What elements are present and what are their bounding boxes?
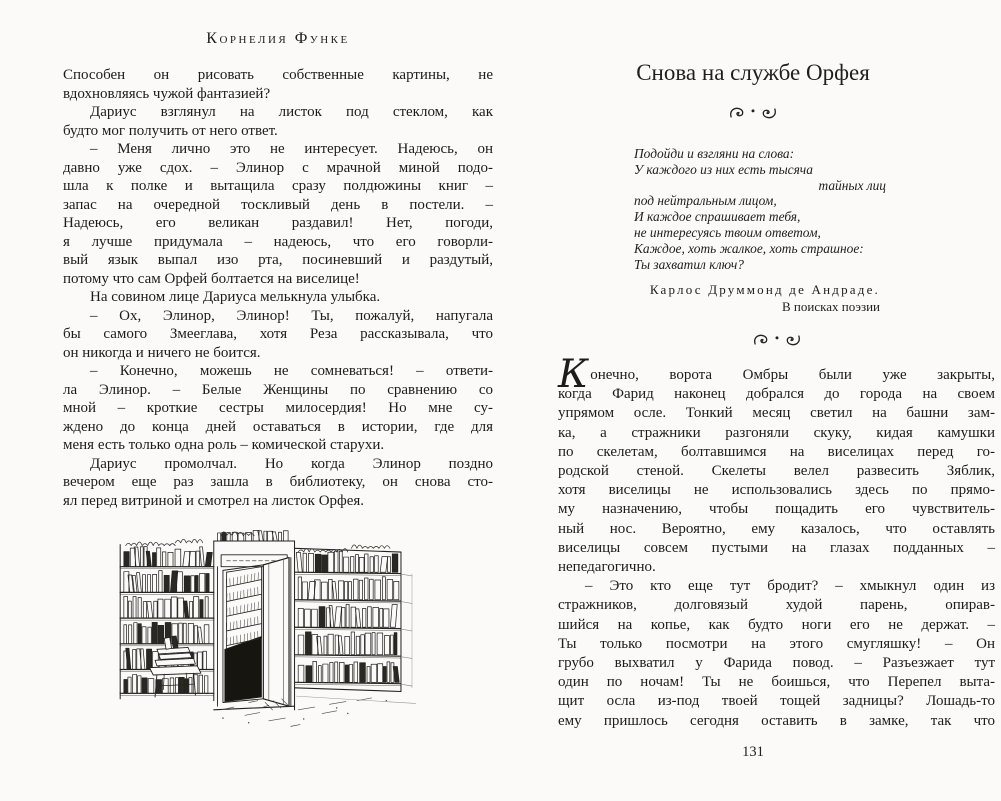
text-line: бы самого Змееглава, хотя Реза рассказывала, что <box>63 326 493 342</box>
page-left-body <box>63 66 493 510</box>
epigraph-attribution <box>558 282 880 315</box>
swirl-flourish-icon <box>752 332 802 348</box>
epigraph-line: И каждое спрашивает тебя, <box>634 209 801 225</box>
text-line: Ты только посмотри на этого смугляшку! – Он <box>558 635 995 652</box>
text-line: – Конечно, можешь не сомневаться! – ответи- <box>90 363 493 379</box>
text-line: ка, а стражники разгоняли скуку, кидая камушки <box>558 424 995 441</box>
text-line: стражников, долговязый худой парень, опирав- <box>558 597 995 614</box>
chapter-title: Снова на службе Орфея <box>636 60 870 85</box>
epigraph <box>634 146 886 272</box>
text-line: один по ночам! Ты не боишься, что Перепел выта- <box>558 674 995 691</box>
text-line: вдохновляясь чужой фантазией? <box>63 85 271 102</box>
text-line: ему пришлось сегодня оставить в замке, так что <box>558 712 995 729</box>
text-line: виселицы совсем пустыми на глазах подданных – <box>558 539 995 556</box>
text-line: по скелетам, болтавшимся на виселицах перед го- <box>558 443 995 460</box>
epigraph-line: под нейтральным лицом, <box>634 193 777 209</box>
text-line: – Это кто еще тут бродит? – хмыкнул один из <box>585 578 995 595</box>
text-line: вечером еще раз зашла в библиотеку, он снова сто- <box>63 474 493 490</box>
page-number: 131 <box>742 744 764 760</box>
library-illustration-svg <box>111 530 423 736</box>
text-line: когда Фарид наконец добрался до города на своем <box>558 386 995 403</box>
text-line: Дариус промолчал. Но когда Элинор поздно <box>90 455 493 472</box>
text-line: будто мог получить от него ответ. <box>63 122 278 139</box>
text-line: шийся на копье, как будто ноги его не держат. – <box>558 616 995 633</box>
text-line: я лучше придумала – надеюсь, что его говорли- <box>63 233 493 250</box>
text-line: ла Элинор. – Белые Женщины по сравнению со <box>63 381 493 398</box>
epigraph-line: тайных лиц <box>818 177 886 193</box>
epigraph-line: Подойди и взгляни на слова: <box>634 146 795 161</box>
text-line: он никогда и ничего не боится. <box>63 344 261 361</box>
page-left <box>63 30 493 790</box>
text-line: – Меня лично это не интересует. Надеюсь, он <box>90 141 493 157</box>
text-line: На совином лице Дариуса мелькнула улыбка. <box>90 289 381 305</box>
text-line: непедагогично. <box>558 559 656 576</box>
text-line: потому что сам Орфей болтается на виселице! <box>63 270 360 287</box>
text-line: ждено до конца дней оставаться в истории, где для <box>63 418 493 435</box>
text-line: запас на очередной тоскливый день в постели. – <box>63 196 493 213</box>
text-line: вый язык выпал изо рта, посиневший и раздутый, <box>63 252 493 268</box>
text-line: мной – кроткие сестры милосердия! Но мне су- <box>63 400 493 416</box>
text-line: ял перед витриной и смотрел на листок Орфея. <box>63 492 365 509</box>
text-line: родской стеной. Скелеты велел развесить Зяблик, <box>558 463 995 480</box>
page-right-body <box>558 352 995 731</box>
epigraph-attribution-source: В поисках поэзии <box>782 298 880 314</box>
text-line: му назначению, чтобы пощадить его чувствитель- <box>558 501 995 518</box>
text-line: щит осла из-под твоей тощей задницы? Лошадь-то <box>558 693 995 710</box>
text-line: Дариус взглянул на листок под стеклом, как <box>90 104 493 120</box>
text-line: Способен он рисовать собственные картины, не <box>63 67 493 83</box>
library-illustration <box>111 530 423 736</box>
swirl-flourish-icon <box>728 105 778 121</box>
text-line-rest: онечно, ворота Омбры были уже закрыты, <box>590 367 995 383</box>
running-head: Корнелия Функе <box>206 30 350 47</box>
epigraph-line: У каждого из них есть тысяча <box>634 161 813 177</box>
text-line: ный нос. Вероятно, ему казалось, что оставлять <box>558 520 995 537</box>
text-line: хотя виселицы не использовались здесь по прямо- <box>558 482 995 499</box>
text-line: Надеюсь, его великан раздавил! Нет, погоди, <box>63 215 493 231</box>
drop-cap: К <box>558 352 589 397</box>
text-line: давно уже сдох. – Элинор с мрачной миной подо- <box>63 159 493 176</box>
page-right <box>558 58 995 798</box>
text-line: грубо выхватил у Фарида повод. – Разъезжает тут <box>558 655 995 672</box>
swirl-ornament-bottom <box>558 332 995 353</box>
epigraph-line: Ты захватил ключ? <box>634 256 744 272</box>
swirl-ornament-top <box>558 105 948 126</box>
text-line: меня есть только одна роль – комической старухи. <box>63 437 385 453</box>
text-line: упрямом осле. Тонкий месяц светил на башни зам- <box>558 405 995 422</box>
epigraph-line: не интересуясь твоим ответом, <box>634 224 821 240</box>
epigraph-line: Каждое, хоть жалкое, хоть страшное: <box>634 240 864 256</box>
text-line: – Ох, Элинор, Элинор! Ты, пожалуй, напугала <box>90 307 493 324</box>
text-line: шла к полке и вытащила сразу полдюжины книг – <box>63 178 493 194</box>
epigraph-attribution-author: Карлос Друммонд де Андраде. <box>649 282 880 297</box>
